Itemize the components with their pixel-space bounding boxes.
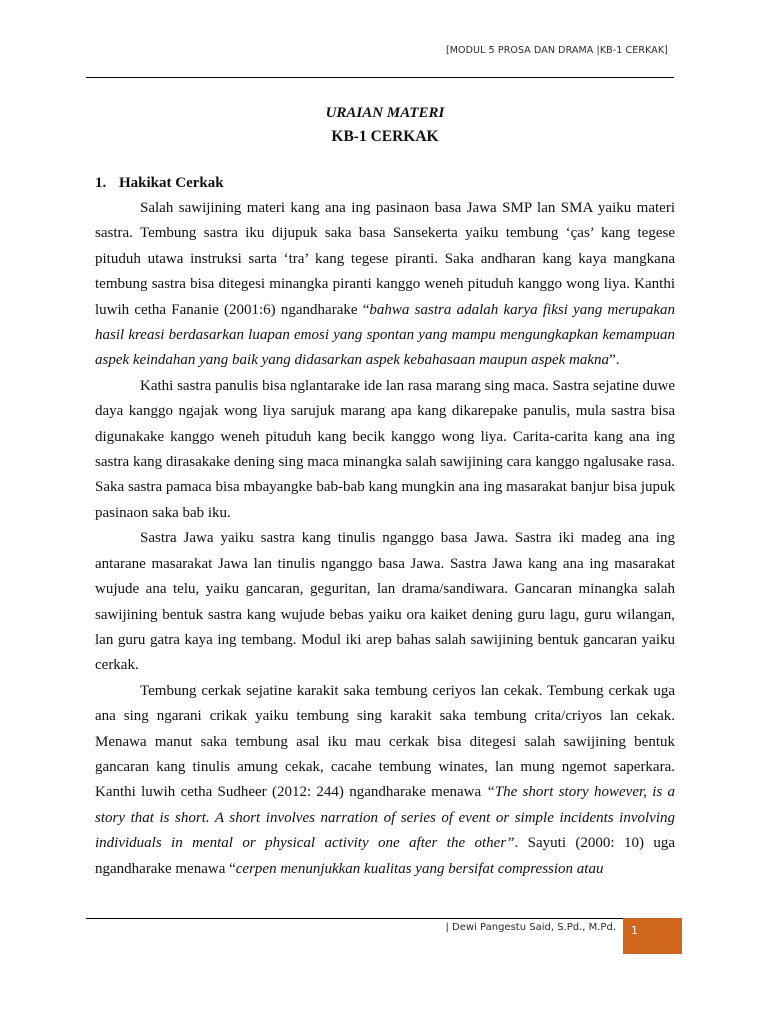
footer-author: | Dewi Pangestu Said, S.Pd., M.Pd. bbox=[445, 922, 616, 933]
paragraph-text: Kathi sastra panulis bisa nglantarake ide lan rasa marang sing maca. Sastra sejatine duwe daya kanggo ngajak wong liya sarujuk marang apa kang dikarepake panulis, mula sastra bisa digunakake kanggo weneh pituduh kang becik kanggo wong liya. Carita-carita kang ana ing sastra kang dirasakake dening sing maca minangka salah sawijining cara kanggo ngalusake rasa. Saka sastra pamaca bisa mbayangke bab-bab kang mungkin ana ing masarakat banjur bisa jupuk pasinaon saka bab iku. bbox=[95, 377, 675, 521]
document-subtitle: KB-1 CERKAK bbox=[331, 128, 439, 145]
paragraph bbox=[95, 196, 675, 374]
paragraph bbox=[95, 526, 675, 678]
running-header: [MODUL 5 PROSA DAN DRAMA |KB-1 CERKAK] bbox=[445, 45, 668, 56]
paragraph bbox=[95, 374, 675, 526]
quote-text: bahwa sastra adalah karya fiksi yang merupakan hasil kreasi berdasarkan luapan emosi yang spontan yang mampu mengungkapkan kemampuan aspek keindahan yang baik yang didasarkan aspek kebahasaan maupun aspek makna bbox=[95, 301, 675, 369]
document-title: URAIAN MATERI bbox=[325, 105, 445, 121]
page-number: 1 bbox=[631, 924, 638, 937]
paragraph-text: Sastra Jawa yaiku sastra kang tinulis nganggo basa Jawa. Sastra iki madeg ana ing antarane masarakat Jawa lan tinulis nganggo basa Jawa. Sastra Jawa kang ana ing masarakat wujude ana telu, yaiku gancaran, geguritan, lan drama/sandiwara. Gancaran minangka salah sawijining bentuk sastra kang wujude bebas yaiku ora kaiket dening guru lagu, guru wilangan, lan guru gatra kaya ing tembang. Modul iki arep bahas salah sawijining bentuk gancaran yaiku cerkak. bbox=[95, 530, 675, 674]
paragraph-mid: . Sayuti (2000: 10) uga ngandharake menawa “ bbox=[95, 835, 675, 877]
quote-text: “The short story however, is a story that is short. A short involves narration of series of event or simple incidents involving individuals in mental or physical activity one after the other” bbox=[95, 784, 675, 852]
header-divider bbox=[86, 77, 674, 78]
paragraph-text: Salah sawijining materi kang ana ing pasinaon basa Jawa SMP lan SMA yaiku materi sastra. Tembung sastra iku dijupuk saka basa Sansekerta yaiku tembung ‘ças’ kang tegese pituduh utawa instruksi sarta ‘tra’ kang tegese piranti. Saka andharan kang kaya mangkana tembung sastra bisa ditegesi minangka piranti kanggo weneh pituduh kanggo wong liya. Kanthi luwih cetha Fananie (2001:6) ngandharake “ bbox=[95, 200, 675, 318]
section-heading bbox=[95, 171, 675, 196]
quote-text: cerpen menunjukkan kualitas yang bersifat compression atau bbox=[235, 860, 604, 877]
paragraph bbox=[95, 679, 675, 882]
footer-divider bbox=[86, 918, 624, 919]
paragraph-text: Tembung cerkak sejatine karakit saka tembung ceriyos lan cekak. Tembung cerkak uga ana sing ngarani crikak yaiku tembung sing karakit saka tembung crita/criyos lan cekak. Menawa manut saka tembung asal iku mau cerkak bisa ditegesi salah sawijining bentuk gancaran kang tinulis amung cekak, cacahe tembung winates, lan mung ngemot saperkara. Kanthi luwih cetha Sudheer (2012: 244) ngandharake menawa bbox=[95, 682, 675, 801]
section-number: 1. bbox=[95, 175, 107, 191]
page-number-badge bbox=[623, 918, 682, 954]
section-heading-text: Hakikat Cerkak bbox=[119, 175, 224, 191]
document-body bbox=[95, 102, 675, 882]
paragraph-tail: ”. bbox=[609, 352, 620, 369]
